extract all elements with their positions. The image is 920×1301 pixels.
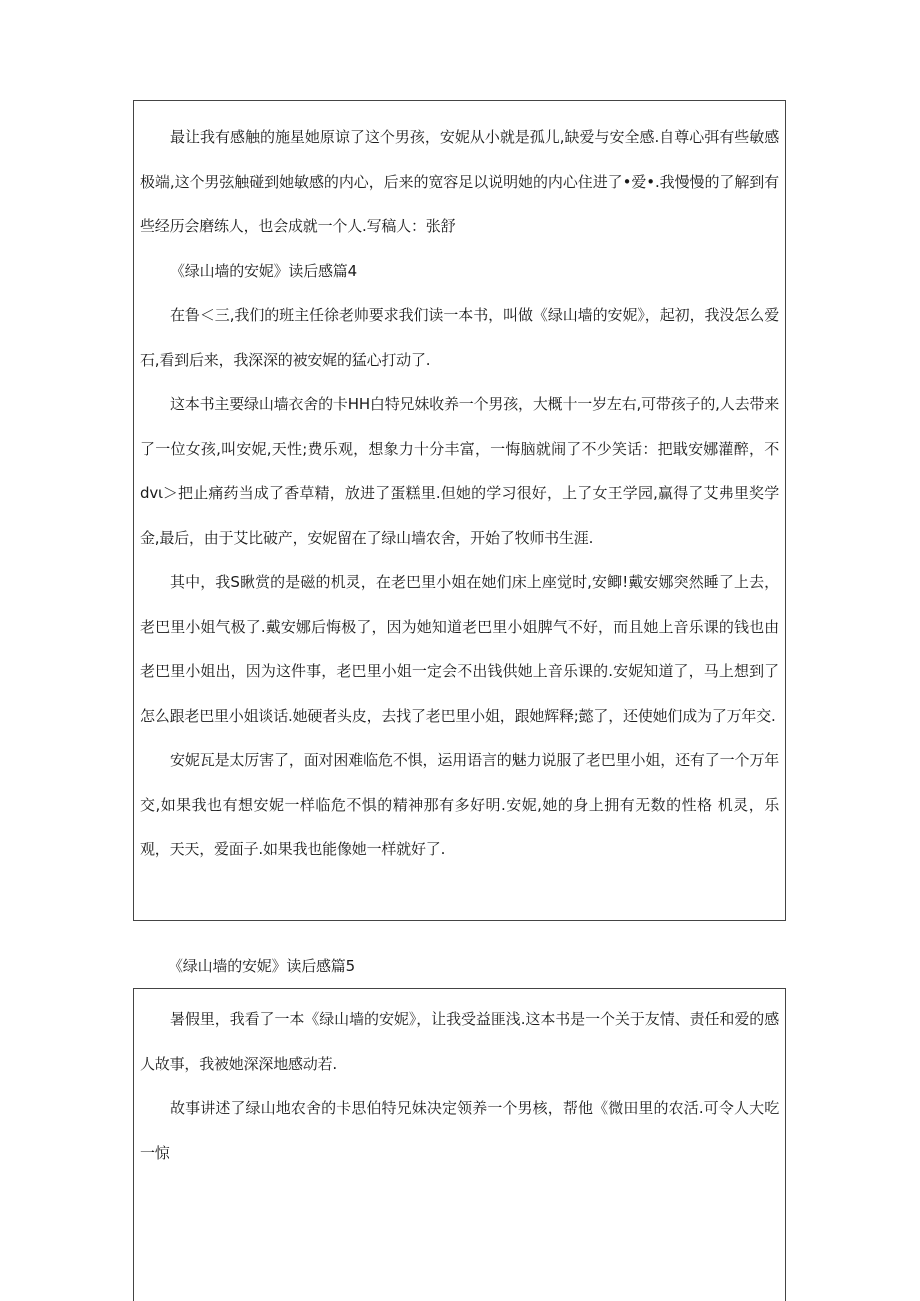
- heading-review-4: 《绿山墙的安妮》读后感篇4: [170, 261, 357, 280]
- text-frame-1: [133, 100, 786, 921]
- paragraph-reflection: 安妮瓦是太厉害了，面对困难临危不惧，运用语言的魅力说服了老巴里小姐，还有了一个万年交,如果我也有想安妮一样临危不惧的精神那有多好明.安妮,她的身上拥有无数的性格 机灵，乐观，天天，爱面子.如果我也能像她一样就好了.: [140, 751, 779, 858]
- heading-review-5: 《绿山墙的安妮》读后感篇5: [168, 957, 355, 975]
- frame-2-content: [134, 989, 785, 1175]
- paragraph-forgiveness: 最让我有感触的施星她原谅了这个男孩，安妮从小就是孤儿,缺爱与安全感.自尊心弭有些敏感极端,这个男弦触碰到她敏感的内心，后来的宽容足以说明她的内心住进了•爱•.我慢慢的了解到有些经历会磨练人，也会成就一个人.写稿人：张舒: [140, 128, 779, 235]
- paragraph-assignment: 在鲁＜三,我们的班主任徐老帅要求我们读一本书，叫做《绿山墙的安妮》，起初，我没怎么爱石,看到后来，我深深的被安娓的猛心打动了.: [140, 306, 779, 369]
- paragraph-summary: 这本书主要绿山墙衣舍的卡HH白特兄妹收养一个男孩，大概十一岁左右,可带孩子的,人去带来了一位女孩,叫安妮,天性;费乐观，想象力十分丰富，一悔脑就闹了不少笑话：把戢安娜灌醉，不dvι＞把止痛药当成了香草精，放进了蛋糕里.但她的学习很好，上了女王学园,赢得了艾弗里奖学金,最后，由于艾比破产，安妮留在了绿山墙农舍，开始了牧师书生涯.: [140, 395, 779, 547]
- paragraph-summer-reading: 暑假里，我看了一本《绿山墙的安妮》，让我受益匪浅.这本书是一个关于友情、责任和爱的感人故事，我被她深深地感动若.: [140, 1010, 779, 1073]
- paragraph-favorite-part: 其中，我S瞅赏的是磁的机灵，在老巴里小姐在她们床上座觉时,安鲫!戴安娜突然睡了上去，老巴里小姐气极了.戴安娜后悔极了，因为她知道老巴里小姐脾气不好，而且她上音乐课的钱也由老巴里小姐出，因为这件事，老巴里小姐一定会不出钱供她上音乐课的.安妮知道了，马上想到了怎么跟老巴里小姐谈话.她硬者头皮，去找了老巴里小姐，跟她辉释;懿了，还使她们成为了万年交.: [140, 573, 779, 725]
- text-frame-2: [133, 988, 786, 1301]
- paragraph-story-intro: 故事讲述了绿山地农舍的卡思伯特兄妹决定领养一个男核，帮他《微田里的农活.可令人大吃一惊: [140, 1099, 779, 1162]
- frame-1-content: [134, 101, 785, 872]
